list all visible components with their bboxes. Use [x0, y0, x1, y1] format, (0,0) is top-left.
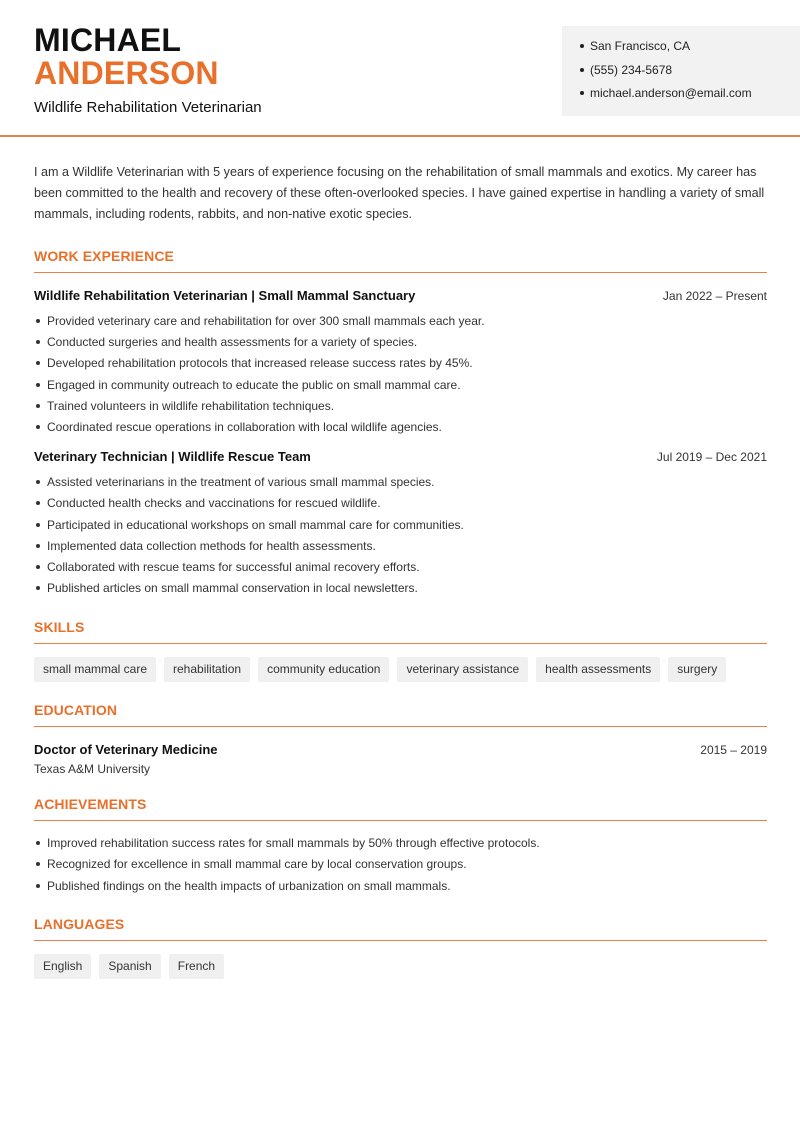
skill-tag: community education: [258, 657, 389, 682]
degree-title: Doctor of Veterinary Medicine: [34, 742, 218, 758]
last-name: ANDERSON: [34, 55, 219, 91]
resume-body: [34, 162, 767, 979]
resume-header: [0, 0, 800, 137]
language-tags: [34, 954, 767, 979]
list-item: Improved rehabilitation success rates for small mammals by 50% through effective protocols.: [34, 835, 767, 856]
list-item: Participated in educational workshops on small mammal care for communities.: [34, 517, 767, 538]
job-title: Wildlife Rehabilitation Veterinarian | Small Mammal Sanctuary: [34, 288, 416, 303]
contact-phone: (555) 234-5678: [580, 62, 800, 86]
list-item: Conducted health checks and vaccinations for rescued wildlife.: [34, 495, 767, 516]
list-item: Collaborated with rescue teams for successful animal recovery efforts.: [34, 559, 767, 580]
list-item: Developed rehabilitation protocols that increased release success rates by 45%.: [34, 355, 767, 376]
summary-paragraph: I am a Wildlife Veterinarian with 5 years of experience focusing on the rehabilitation of small mammals and exotics. My career has been committed to the health and recovery of these often-overlooked species. I have gained expertise in handling a variety of small mammals, including rodents, rabbits, and non-native exotic species.: [34, 165, 765, 221]
job-date: Jul 2019 – Dec 2021: [656, 450, 767, 465]
skills-section-title: SKILLS: [34, 619, 767, 644]
skill-tag: surgery: [668, 657, 726, 682]
list-item: Trained volunteers in wildlife rehabilitation techniques.: [34, 398, 767, 419]
list-item: Published articles on small mammal conservation in local newsletters.: [34, 580, 767, 601]
contact-box: [562, 26, 800, 116]
list-item: Provided veterinary care and rehabilitation for over 300 small mammals each year.: [34, 313, 767, 334]
achievement-bullets: [34, 835, 767, 899]
job-entry: [34, 288, 767, 440]
list-item: Conducted surgeries and health assessments for a variety of species.: [34, 334, 767, 355]
education-section: [34, 702, 767, 776]
job-entry: [34, 449, 767, 601]
language-tag: Spanish: [99, 954, 160, 979]
contact-email[interactable]: michael.anderson@email.com: [580, 85, 800, 109]
skills-section: [34, 619, 767, 682]
list-item: Engaged in community outreach to educate the public on small mammal care.: [34, 377, 767, 398]
work-section-title: WORK EXPERIENCE: [34, 248, 767, 273]
first-name: MICHAEL: [34, 22, 182, 58]
language-tag: English: [34, 954, 91, 979]
school-name: Texas A&M University: [34, 762, 151, 777]
contact-location: San Francisco, CA: [580, 38, 800, 62]
skill-tag: veterinary assistance: [397, 657, 528, 682]
job-bullets: [34, 313, 767, 440]
skill-tag: health assessments: [536, 657, 660, 682]
work-section: [34, 248, 767, 601]
education-section-title: EDUCATION: [34, 702, 767, 727]
list-item: Assisted veterinarians in the treatment of various small mammal species.: [34, 474, 767, 495]
job-bullets: [34, 474, 767, 601]
job-date: Jan 2022 – Present: [662, 289, 767, 303]
skills-tags: [34, 657, 767, 682]
list-item: Coordinated rescue operations in collaboration with local wildlife agencies.: [34, 419, 767, 440]
list-item: Implemented data collection methods for health assessments.: [34, 538, 767, 559]
languages-section-title: LANGUAGES: [34, 916, 767, 941]
language-tag: French: [169, 954, 224, 979]
achievements-section-title: ACHIEVEMENTS: [34, 796, 767, 821]
candidate-name: [34, 24, 219, 90]
list-item: Recognized for excellence in small mammal care by local conservation groups.: [34, 856, 767, 877]
job-role: Wildlife Rehabilitation Veterinarian: [34, 99, 262, 116]
skill-tag: rehabilitation: [164, 657, 250, 682]
achievements-section: [34, 796, 767, 899]
job-title: Veterinary Technician | Wildlife Rescue Team: [34, 449, 311, 465]
skill-tag: small mammal care: [34, 657, 156, 682]
languages-section: [34, 916, 767, 979]
education-date: 2015 – 2019: [700, 743, 767, 758]
list-item: Published findings on the health impacts of urbanization on small mammals.: [34, 878, 767, 899]
